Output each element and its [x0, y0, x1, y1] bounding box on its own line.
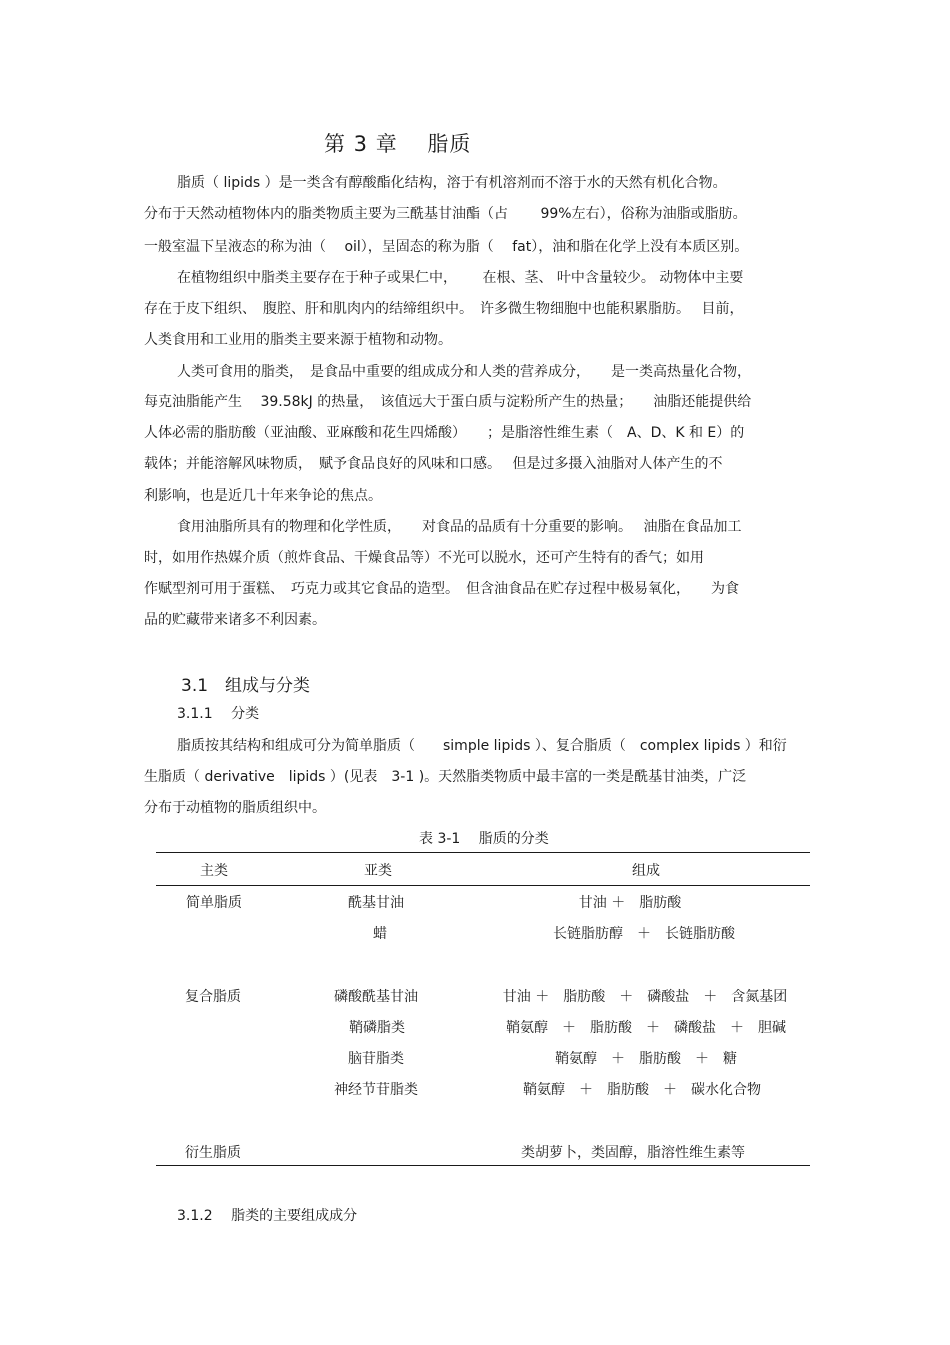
table-top-rule [156, 852, 810, 853]
table-cell: 磷酸酰基甘油 [334, 989, 418, 1005]
paragraph-line: 存在于皮下组织、 腹腔、肝和肌肉内的结缔组织中。 许多微生物细胞中也能积累脂肪。 目前， [144, 301, 744, 317]
table-header-cell: 亚类 [364, 863, 392, 879]
paragraph-line: 人类食用和工业用的脂类主要来源于植物和动物。 [144, 332, 452, 348]
table-cell: 长链脂肪醇 ＋ 长链脂肪酸 [553, 926, 735, 942]
paragraph-line: 人类可食用的脂类， 是食品中重要的组成成分和人类的营养成分， 是一类高热量化合物， [177, 364, 751, 380]
table-cell: 神经节苷脂类 [334, 1082, 418, 1098]
paragraph-line: 脂质按其结构和组成可分为简单脂质（ simple lipids ）、复合脂质（ complex lipids ）和衍 [177, 738, 787, 754]
paragraph-line: 食用油脂所具有的物理和化学性质， 对食品的品质有十分重要的影响。 油脂在食品加工 [177, 519, 742, 535]
table-header-rule [156, 885, 810, 886]
paragraph-line: 分布于动植物的脂质组织中。 [144, 800, 326, 816]
paragraph-line: 每克油脂能产生 39.58kJ 的热量， 该值远大于蛋白质与淀粉所产生的热量； 油脂还能提供给 [144, 394, 752, 410]
section-heading: 3.1 组成与分类 [181, 676, 311, 696]
paragraph-line: 在植物组织中脂类主要存在于种子或果仁中， 在根、茎、 叶中含量较少。 动物体中主要 [177, 270, 744, 286]
table-header-cell: 组成 [632, 863, 660, 879]
table-cell: 蜡 [373, 926, 387, 942]
chapter-title: 第 3 章 脂质 [324, 132, 472, 156]
paragraph-line: 脂质（ lipids ）是一类含有醇酸酯化结构，溶于有机溶剂而不溶于水的天然有机化合物。 [177, 175, 727, 191]
table-cell: 鞘氨醇 ＋ 脂肪酸 ＋ 糖 [555, 1051, 737, 1067]
table-cell: 复合脂质 [185, 989, 241, 1005]
subsection-heading: 3.1.2 脂类的主要组成成分 [177, 1208, 358, 1224]
paragraph-line: 一般室温下呈液态的称为油（ oil），呈固态的称为脂（ fat），油和脂在化学上没有本质区别。 [144, 239, 749, 255]
table-cell: 鞘氨醇 ＋ 脂肪酸 ＋ 碳水化合物 [523, 1082, 761, 1098]
table-cell: 衍生脂质 [185, 1145, 241, 1161]
table-cell: 鞘磷脂类 [349, 1020, 405, 1036]
table-cell: 脑苷脂类 [348, 1051, 404, 1067]
paragraph-line: 载体；并能溶解风味物质， 赋予食品良好的风味和口感。 但是过多摄入油脂对人体产生的不 [144, 456, 723, 472]
table-header-cell: 主类 [200, 863, 228, 879]
table-cell: 类胡萝卜，类固醇，脂溶性维生素等 [521, 1145, 745, 1161]
paragraph-line: 时，如用作热媒介质（煎炸食品、干燥食品等）不光可以脱水，还可产生特有的香气；如用 [144, 550, 704, 566]
table-cell: 甘油 ＋ 脂肪酸 [578, 895, 682, 911]
paragraph-line: 作赋型剂可用于蛋糕、 巧克力或其它食品的造型。 但含油食品在贮存过程中极易氧化， 为食 [144, 581, 739, 597]
paragraph-line: 利影响，也是近几十年来争论的焦点。 [144, 488, 382, 504]
paragraph-line: 品的贮藏带来诸多不利因素。 [144, 612, 326, 628]
table-cell: 鞘氨醇 ＋ 脂肪酸 ＋ 磷酸盐 ＋ 胆碱 [506, 1020, 786, 1036]
paragraph-line: 人体必需的脂肪酸（亚油酸、亚麻酸和花生四烯酸） ；是脂溶性维生素（ A、D、K 和 E）的 [144, 425, 745, 441]
table-cell: 甘油 ＋ 脂肪酸 ＋ 磷酸盐 ＋ 含氮基团 [502, 989, 788, 1005]
paragraph-line: 生脂质（ derivative lipids ）(见表 3-1 )。天然脂类物质中最丰富的一类是酰基甘油类，广泛 [144, 769, 747, 785]
table-caption: 表 3-1 脂质的分类 [419, 831, 549, 847]
subsection-heading: 3.1.1 分类 [177, 706, 260, 722]
table-bottom-rule [156, 1165, 810, 1166]
paragraph-line: 分布于天然动植物体内的脂类物质主要为三酰基甘油酯（占 99%左右），俗称为油脂或脂肪。 [144, 206, 747, 222]
table-cell: 酰基甘油 [348, 895, 404, 911]
table-cell: 简单脂质 [186, 895, 242, 911]
